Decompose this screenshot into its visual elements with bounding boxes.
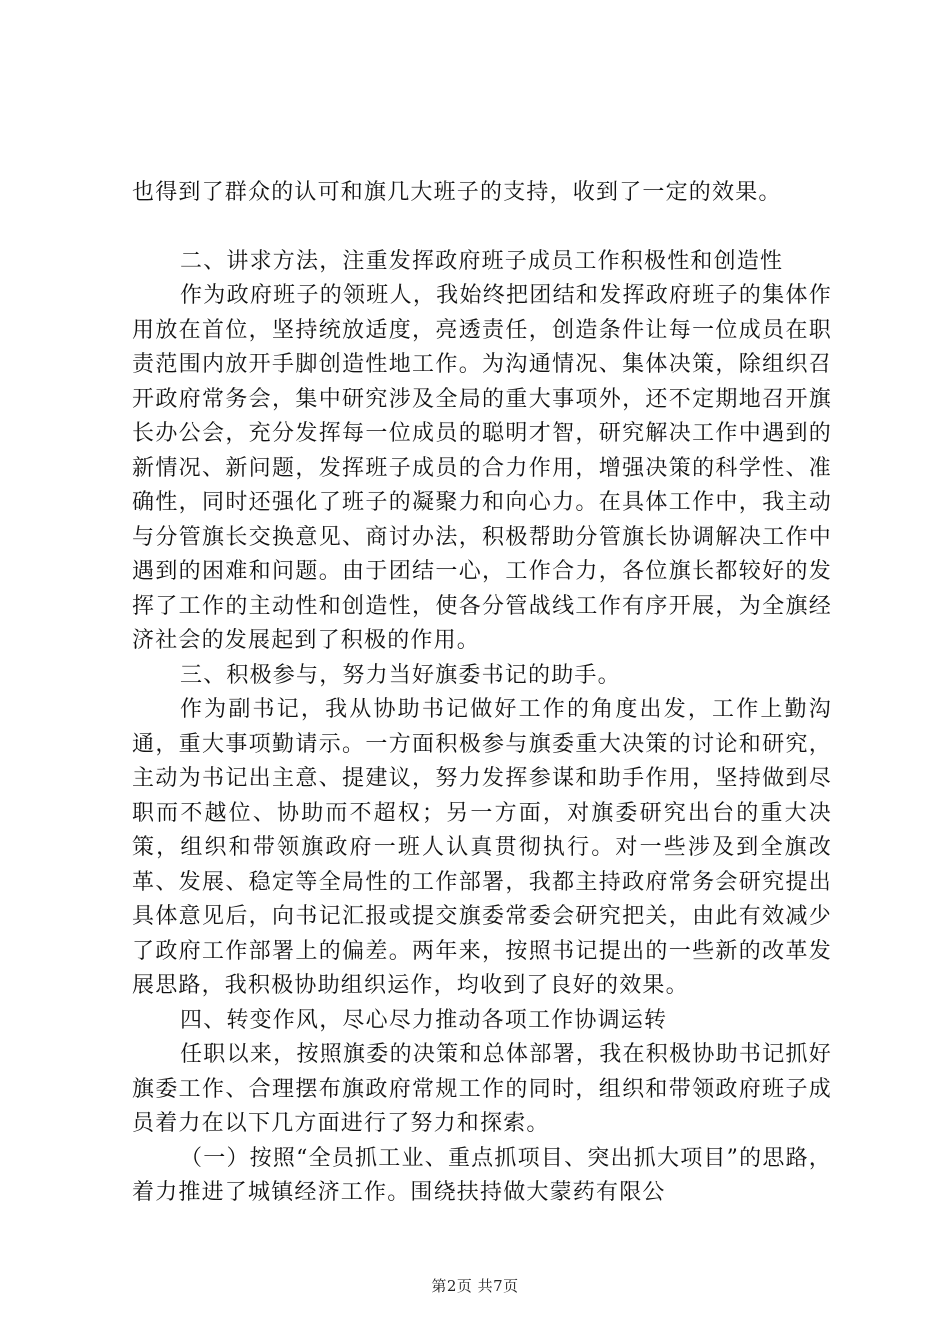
paragraph-continuation: 也得到了群众的认可和旗几大班子的支持，收到了一定的效果。 [132,180,782,205]
section-heading-4: 四、转变作风，尽心尽力推动各项工作协调运转 [180,1007,668,1033]
paragraph-spacer [132,211,832,245]
document-body [132,176,832,1211]
paragraph: 作为副书记，我从协助书记做好工作的角度出发，工作上勤沟通，重大事项勤请示。一方面积极参与旗委重大决策的讨论和研究，主动为书记出主意、提建议，努力发挥参谋和助手作用，坚持做到尽职而不越位、协助而不超权；另一方面，对旗委研究出台的重大决策，组织和带领旗政府一班人认真贯彻执行。对一些涉及到全旗改革、发展、稳定等全局性的工作部署，我都主持政府常务会研究提出具体意见后，向书记汇报或提交旗委常委会研究把关，由此有效减少了政府工作部署上的偏差。两年来，按照书记提出的一些新的改革发展思路，我积极协助组织运作，均收到了良好的效果。 [132,697,832,998]
page-number-label: 第2页 共7页 [431,1277,519,1295]
section-heading-2: 二、讲求方法，注重发挥政府班子成员工作积极性和创造性 [180,248,784,274]
paragraph: 任职以来，按照旗委的决策和总体部署，我在积极协助书记抓好旗委工作、合理摆布旗政府常规工作的同时，组织和带领政府班子成员着力在以下几方面进行了努力和探索。 [132,1042,832,1136]
subsection-paragraph: （一）按照“全员抓工业、重点抓项目、突出抓大项目”的思路，着力推进了城镇经济工作。围绕扶持做大蒙药有限公 [132,1145,832,1205]
paragraph: 作为政府班子的领班人，我始终把团结和发挥政府班子的集体作用放在首位，坚持统放适度，亮透责任，创造条件让每一位成员在职责范围内放开手脚创造性地工作。为沟通情况、集体决策，除组织召开政府常务会，集中研究涉及全局的重大事项外，还不定期地召开旗长办公会，充分发挥每一位成员的聪明才智，研究解决工作中遇到的新情况、新问题，发挥班子成员的合力作用，增强决策的科学性、准确性，同时还强化了班子的凝聚力和向心力。在具体工作中，我主动与分管旗长交换意见、商讨办法，积极帮助分管旗长协调解决工作中遇到的困难和问题。由于团结一心，工作合力，各位旗长都较好的发挥了工作的主动性和创造性，使各分管战线工作有序开展，为全旗经济社会的发展起到了积极的作用。 [132,283,832,653]
page-footer [0,1275,950,1296]
section-heading-3: 三、积极参与，努力当好旗委书记的助手。 [180,662,621,688]
